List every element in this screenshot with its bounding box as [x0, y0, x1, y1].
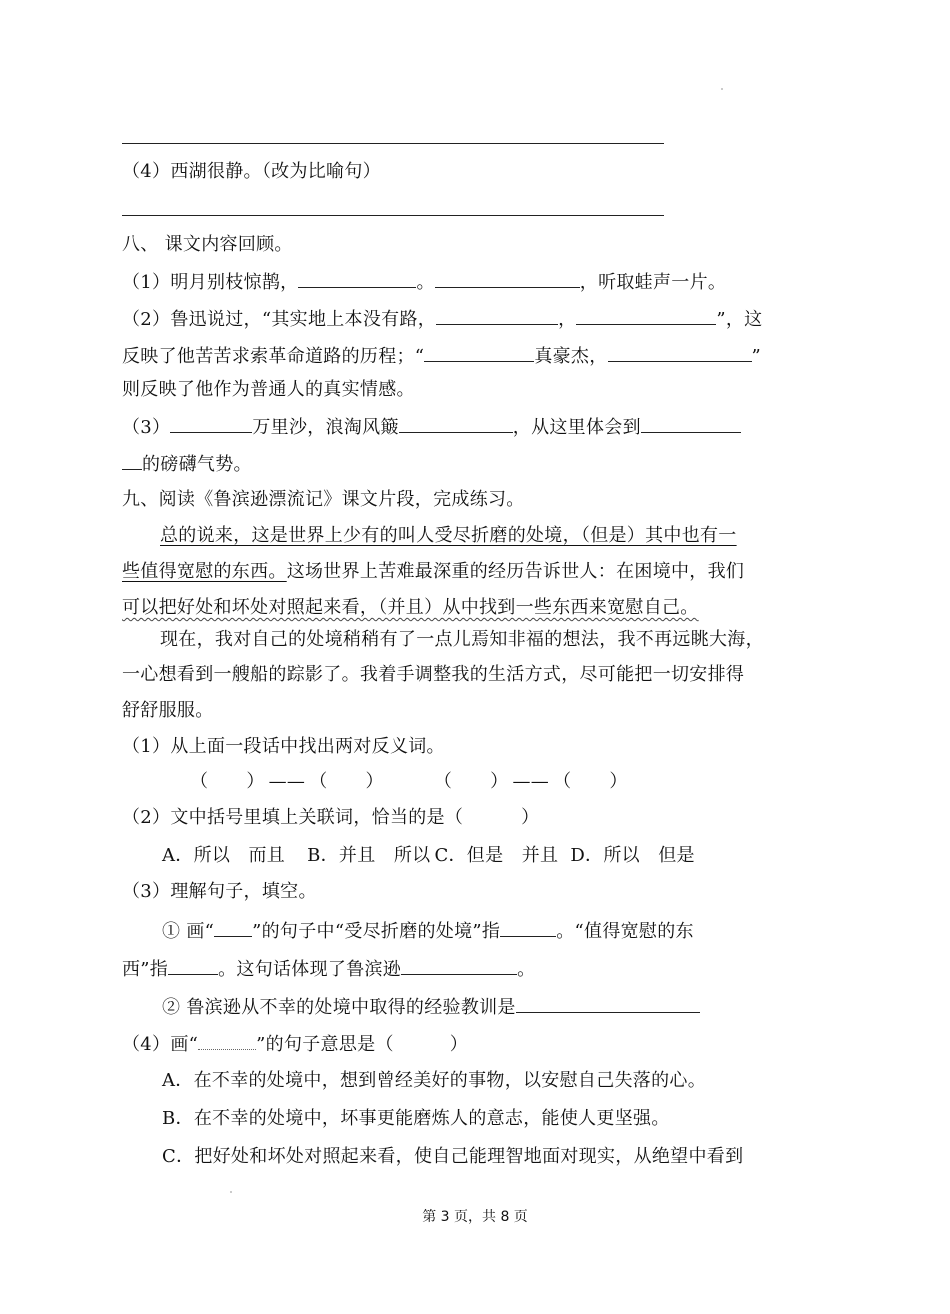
scan-speck: [230, 1191, 232, 1193]
q8-item3-text-c: ，从这里体会到: [512, 417, 641, 438]
q9-sub1-prompt: （1）从上面一段话中找出两对反义词。: [122, 736, 445, 757]
fill-blank: [399, 414, 513, 433]
q9-passage-p2-line3: 舒舒服服。: [122, 700, 214, 721]
fill-blank: [500, 918, 556, 937]
q8-item1-text-c: ，听取蛙声一片。: [579, 272, 727, 293]
fill-blank: [214, 918, 252, 937]
q9-passage-p2-line1: 现在，我对自己的处境稍稍有了一点儿焉知非福的想法，我不再远眺大海，: [160, 629, 764, 650]
q9-sub4-option-b: B．在不幸的处境中，坏事更能磨炼人的意志，能使人更坚强。: [162, 1108, 670, 1129]
q8-item2-text-f: ”: [751, 346, 762, 367]
q9-sub3-text-f: 。: [517, 959, 536, 980]
paren: ）: [490, 771, 509, 792]
q9-sub2-options: [162, 844, 695, 868]
page-number-footer: 第 3 页，共 8 页: [422, 1209, 528, 1225]
paren: ）: [449, 1034, 469, 1055]
q9-sub2-text: （2）文中括号里填上关联词，恰当的是（: [122, 807, 464, 828]
answer-line: [122, 215, 664, 216]
q9-sub1-antonym-pairs: [190, 770, 628, 794]
fill-blank: [401, 956, 517, 975]
q9-heading: 九、阅读《鲁滨逊漂流记》课文片段，完成练习。: [122, 489, 525, 510]
q9-sub3-text-a: ① 画“: [162, 921, 215, 942]
paren: （: [433, 771, 453, 792]
wavy-underlined-sentence: 可以把好处和坏处对照起来看，（并且）从中找到一些东西来宽慰自己。: [122, 597, 699, 618]
q9-sub4-option-c: C．把好处和坏处对照起来看，使自己能理智地面对现实，从绝望中看到: [162, 1146, 744, 1167]
q9-sub3-text-e: 。这句话体现了鲁滨逊: [218, 959, 402, 980]
q8-item3-text-d: 的磅礴气势。: [142, 454, 252, 475]
q9-sub4-option-a: A．在不幸的处境中，想到曾经美好的事物，以安慰自己失落的心。: [162, 1070, 706, 1091]
option-c: C．但是 并且: [434, 845, 559, 866]
straight-underlined-sentence-end: 些值得宽慰的东西。: [122, 561, 287, 582]
q7-item4-prompt: （4）西湖很静。（改为比喻句）: [122, 161, 381, 182]
q8-item2-text-a: （2）鲁迅说过，“其实地上本没有路，: [122, 309, 437, 330]
q8-item2-text-d: 反映了他苦苦求索革命道路的历程；“: [122, 346, 425, 367]
q8-item1-text-a: （1）明月别枝惊鹊，: [122, 272, 299, 293]
q9-sub3-text-g: ② 鲁滨逊从不幸的处境中取得的经验教训是: [162, 997, 516, 1018]
q9-passage-p2-line2: 一心想看到一艘船的踪影了。我着手调整我的生活方式，尽可能把一切安排得: [122, 664, 745, 685]
fill-blank: [298, 269, 416, 288]
option-a: A．所以 而且: [162, 845, 286, 866]
q8-item2-text-b: ，: [558, 309, 577, 330]
paren: （: [190, 771, 209, 792]
q8-item2-line1: [122, 306, 762, 332]
fill-blank: [516, 994, 700, 1013]
paren: ）: [246, 771, 265, 792]
fill-blank: [608, 343, 752, 362]
q8-item3-text-a: （3）: [122, 417, 171, 438]
fill-blank: [576, 306, 716, 325]
paren: ）: [365, 771, 384, 792]
q8-item1: [122, 269, 726, 295]
q8-item2-line3: 则反映了他作为普通人的真实情感。: [122, 379, 415, 400]
q8-item2-text-e: 真豪杰，: [534, 346, 608, 367]
q9-sub4-text-b: ”的句子意思是（: [256, 1034, 394, 1055]
fill-blank: [436, 306, 558, 325]
q9-sub2-prompt: [122, 806, 539, 830]
fill-blank: [170, 414, 252, 433]
fill-blank: [435, 269, 580, 288]
q9-passage-p1-line1: [160, 524, 737, 548]
q9-passage-p1-line3: [122, 596, 699, 620]
paren: （: [309, 771, 328, 792]
q9-sub3-text-d: 西”指: [122, 959, 169, 980]
dash: ——: [512, 771, 550, 792]
q8-item3-line2: [122, 451, 252, 477]
q8-item2-line2: [122, 343, 761, 369]
answer-line: [122, 143, 664, 144]
q8-item3-text-b: 万里沙，浪淘风簸: [252, 417, 399, 438]
q9-passage-p1-line2: [122, 560, 744, 584]
passage-text: 这场世界上苦难最深重的经历告诉世人：在困境中，我们: [286, 561, 745, 582]
q9-sub3-item1-line1: [162, 918, 694, 944]
q9-sub3-item1-line2: [122, 956, 535, 982]
q9-sub3-item2: [162, 994, 700, 1020]
option-d: D．所以 但是: [570, 845, 695, 866]
fill-blank: [424, 343, 534, 362]
scan-speck: [721, 88, 723, 90]
q9-sub3-prompt: （3）理解句子，填空。: [122, 881, 317, 902]
wavy-underline-sample: [198, 1031, 256, 1050]
q8-heading: 八、 课文内容回顾。: [122, 234, 293, 255]
q9-sub3-text-c: 。“值得宽慰的东: [556, 921, 694, 942]
q9-sub3-text-b: ”的句子中“受尽折磨的处境”指: [252, 921, 501, 942]
paren: ）: [521, 807, 540, 828]
q8-item2-text-c: ”，这: [716, 309, 763, 330]
paren: ）: [609, 771, 628, 792]
q9-sub4-text-a: （4）画“: [122, 1034, 199, 1055]
option-b: B．并且 所以: [307, 845, 431, 866]
q8-item3-line1: [122, 414, 741, 440]
fill-blank: [122, 451, 142, 470]
q8-item1-text-b: 。: [416, 272, 435, 293]
straight-underlined-sentence: 总的说来，这是世界上少有的叫人受尽折磨的处境，（但是）其中也有一: [160, 525, 737, 546]
fill-blank: [641, 414, 741, 433]
fill-blank: [168, 956, 218, 975]
q9-sub4-prompt: [122, 1031, 468, 1057]
paren: （: [553, 771, 572, 792]
dash: ——: [268, 771, 306, 792]
